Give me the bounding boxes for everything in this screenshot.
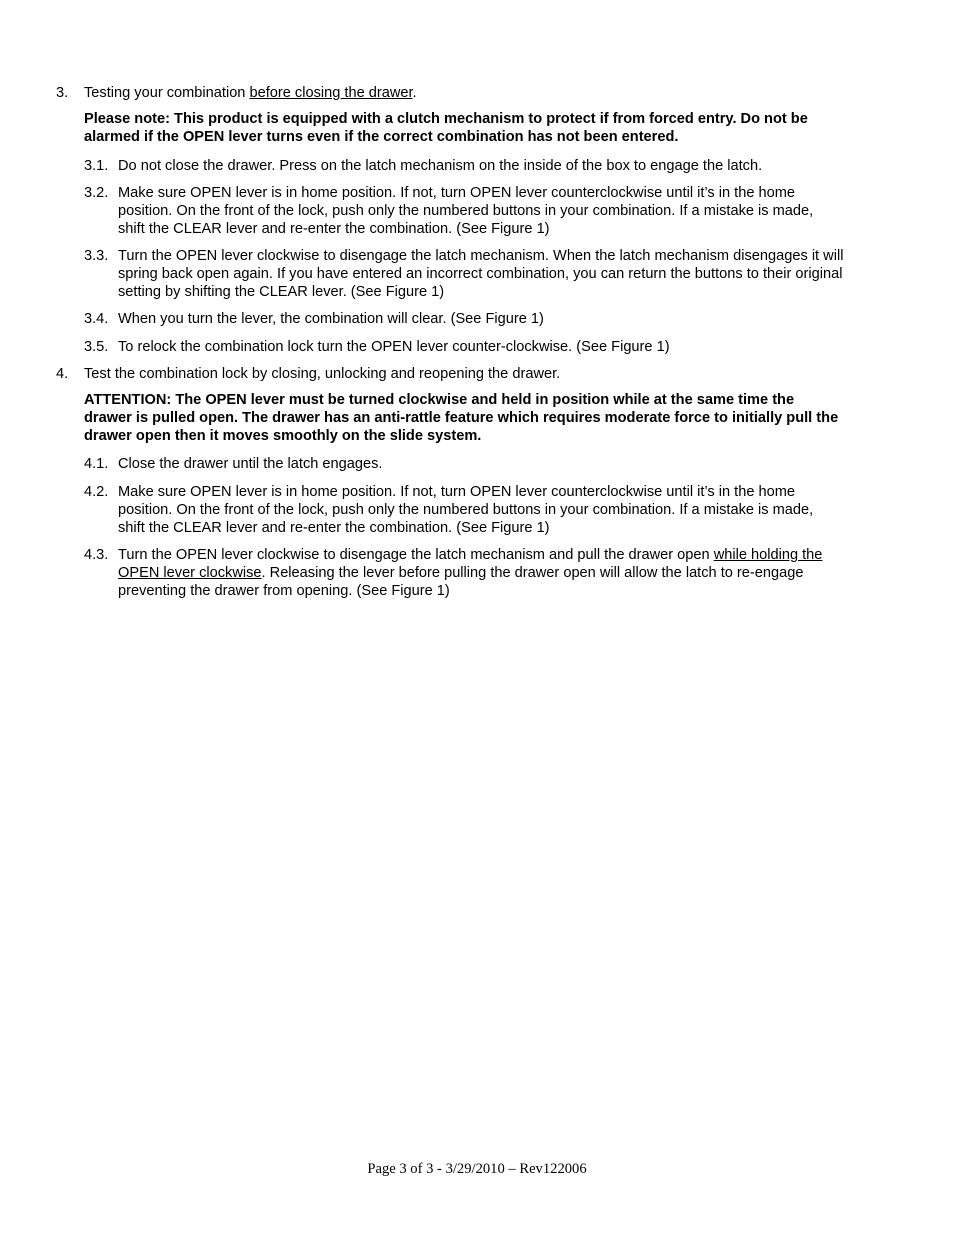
step-4-2-line-3: shift the CLEAR lever and re-enter the combination. (See Figure 1) xyxy=(118,520,550,536)
step-3-5-number: 3.5. xyxy=(84,339,109,355)
step-4-1-number: 4.1. xyxy=(84,456,109,472)
step-3-1-number: 3.1. xyxy=(84,158,109,174)
step-3-3-line-3: setting by shifting the CLEAR lever. (See Figure 1) xyxy=(118,284,445,300)
step-4-1-line-1: Close the drawer until the latch engages. xyxy=(118,456,383,472)
step-3-3-line-2: spring back open again. If you have entered an incorrect combination, you can return the buttons to their original xyxy=(118,266,843,282)
step-3-1-line-1: Do not close the drawer. Press on the latch mechanism on the inside of the box to engage the latch. xyxy=(118,158,763,174)
section-3-intro-underlined: before closing the drawer xyxy=(249,85,413,101)
section-4-number: 4. xyxy=(56,366,69,382)
step-3-3-line-1: Turn the OPEN lever clockwise to disengage the latch mechanism. When the latch mechanism disengages it will xyxy=(118,248,844,264)
step-3-3-number: 3.3. xyxy=(84,248,109,264)
step-4-3-line-1 xyxy=(118,546,822,564)
step-4-3-line-2-text: . Releasing the lever before pulling the drawer open will allow the latch to re-engage xyxy=(261,565,804,581)
section-3-intro xyxy=(84,84,417,102)
attention-line-2: drawer is pulled open. The drawer has an anti-rattle feature which requires moderate force to initially pull the xyxy=(84,410,839,426)
step-4-3-number: 4.3. xyxy=(84,547,109,563)
attention-line-1: ATTENTION: The OPEN lever must be turned clockwise and held in position while at the same time the xyxy=(84,392,795,408)
step-4-3-line-2 xyxy=(118,564,803,582)
section-3-intro-end: . xyxy=(412,85,417,101)
attention-line-3: drawer open then it moves smoothly on the slide system. xyxy=(84,428,482,444)
step-4-3-line-1-underlined: while holding the xyxy=(713,547,823,563)
step-3-5-line-1: To relock the combination lock turn the OPEN lever counter-clockwise. (See Figure 1) xyxy=(118,339,670,355)
step-4-3-line-3: preventing the drawer from opening. (See Figure 1) xyxy=(118,583,450,599)
step-4-3-line-1-text: Turn the OPEN lever clockwise to disengage the latch mechanism and pull the drawer open xyxy=(118,547,714,563)
step-3-2-line-1: Make sure OPEN lever is in home position. If not, turn OPEN lever counterclockwise until it’s in the home xyxy=(118,185,796,201)
step-4-3-line-2-underlined: OPEN lever clockwise xyxy=(118,565,262,581)
step-3-4-line-1: When you turn the lever, the combination will clear. (See Figure 1) xyxy=(118,311,544,327)
step-3-2-line-2: position. On the front of the lock, push only the numbered buttons in your combination. If a mistake is made, xyxy=(118,203,814,219)
step-4-2-line-2: position. On the front of the lock, push only the numbered buttons in your combination. If a mistake is made, xyxy=(118,502,814,518)
step-3-2-line-3: shift the CLEAR lever and re-enter the combination. (See Figure 1) xyxy=(118,221,550,237)
step-3-4-number: 3.4. xyxy=(84,311,109,327)
page-footer: Page 3 of 3 - 3/29/2010 – Rev122006 xyxy=(367,1161,587,1177)
step-4-2-number: 4.2. xyxy=(84,484,109,500)
note-line-2: alarmed if the OPEN lever turns even if the correct combination has not been entered. xyxy=(84,129,679,145)
note-line-1: Please note: This product is equipped with a clutch mechanism to protect if from forced entry. Do not be xyxy=(84,111,808,127)
step-4-2-line-1: Make sure OPEN lever is in home position. If not, turn OPEN lever counterclockwise until it’s in the home xyxy=(118,484,796,500)
section-3-number: 3. xyxy=(56,85,69,101)
section-3-intro-text: Testing your combination xyxy=(84,85,250,101)
step-3-2-number: 3.2. xyxy=(84,185,109,201)
section-4-intro: Test the combination lock by closing, unlocking and reopening the drawer. xyxy=(84,366,561,382)
